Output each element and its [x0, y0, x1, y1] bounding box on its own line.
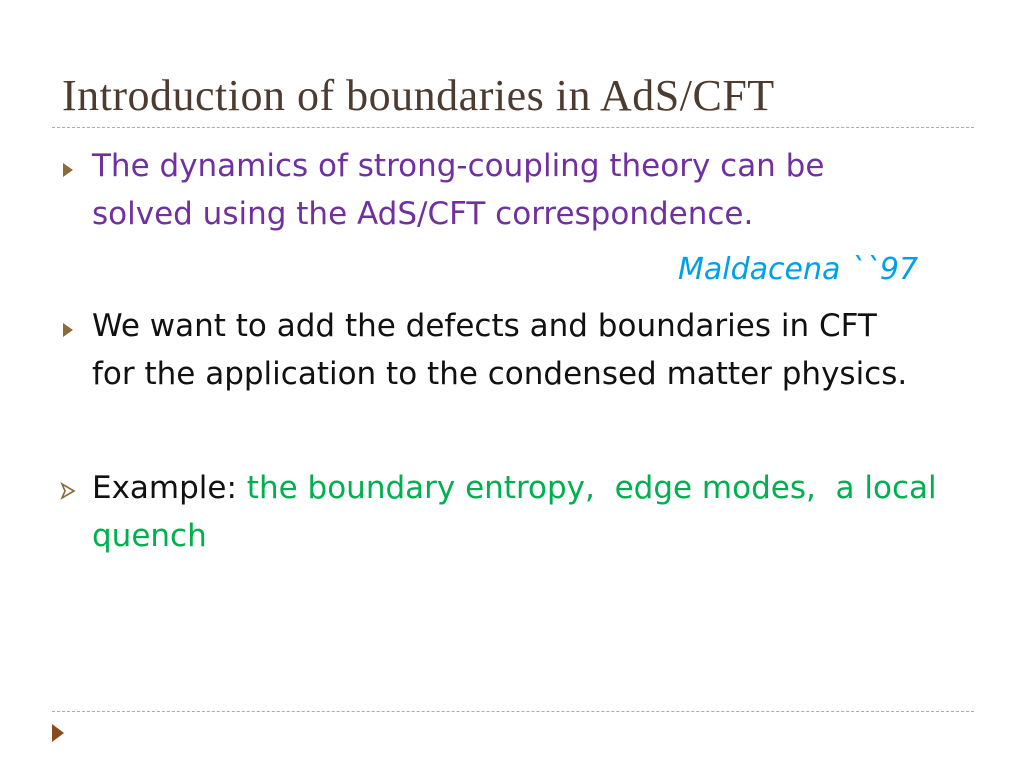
example-line-2: quench: [92, 518, 207, 554]
slide-title: Introduction of boundaries in AdS/CFT: [62, 71, 775, 120]
example-items: the boundary entropy, edge modes, a local: [246, 470, 937, 506]
bullet-2-line-2: for the application to the condensed matter physics.: [92, 356, 908, 392]
bullet-1-line-2: solved using the AdS/CFT correspondence.: [92, 196, 754, 232]
hollow-arrow-right-icon: [60, 482, 76, 500]
example-line-1: [92, 465, 962, 512]
triangle-right-icon: [60, 161, 76, 179]
bullet-1-line-1: The dynamics of strong-coupling theory can be: [92, 148, 825, 184]
citation: Maldacena ``97: [678, 252, 919, 287]
triangle-right-icon: [60, 321, 76, 339]
triangle-right-icon: [50, 722, 66, 744]
title-divider: [52, 127, 974, 128]
footer-divider: [52, 711, 974, 712]
bullet-2-line-1: We want to add the defects and boundaries in CFT: [92, 308, 877, 344]
example-label: Example:: [92, 470, 237, 506]
